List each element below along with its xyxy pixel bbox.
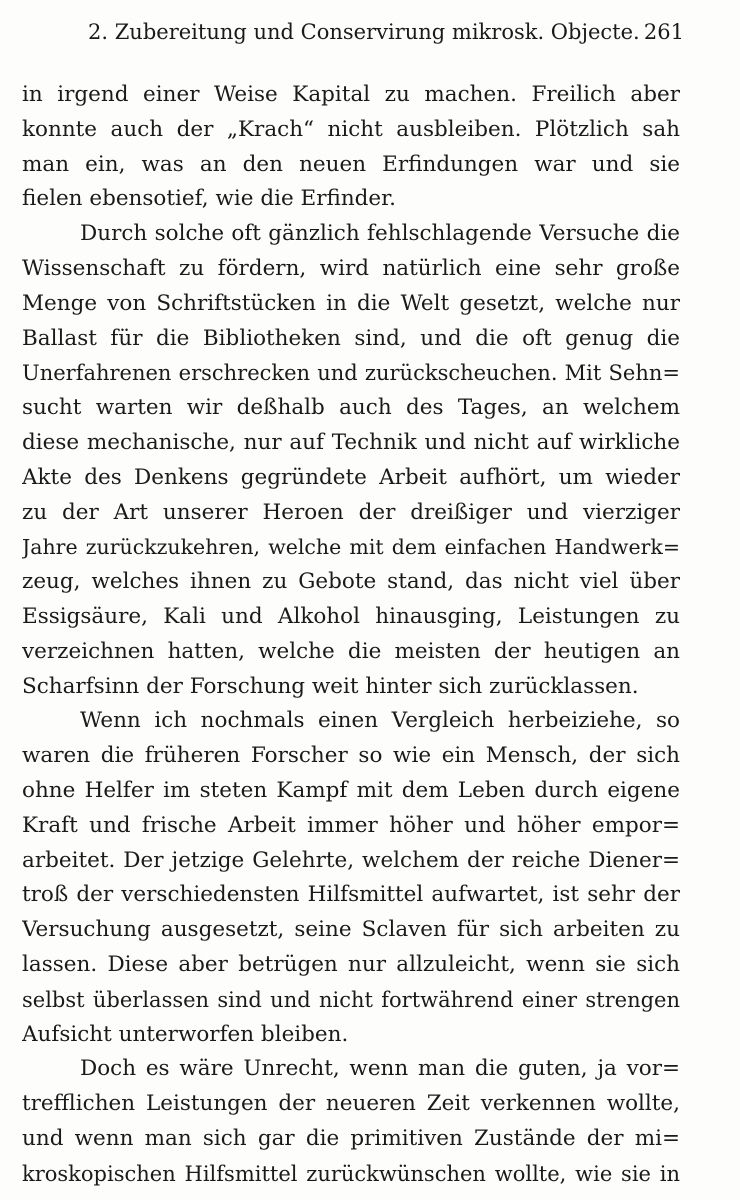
body-text: [22, 78, 680, 1192]
text-line: troß der verschiedensten Hilfsmittel aufwartet, ist sehr der: [22, 882, 680, 908]
text-line: Jahre zurückzukehren, welche mit dem einfachen Handwerk=: [22, 535, 680, 560]
text-line: waren die früheren Forscher so wie ein Mensch, der sich: [22, 743, 680, 769]
text-line: selbst überlassen sind und nicht fortwährend einer strengen: [22, 987, 680, 1012]
text-line: Doch es wäre Unrecht, wenn man die guten, ja vor=: [80, 1056, 680, 1082]
running-header: [88, 14, 684, 50]
text-line: arbeitet. Der jetzige Gelehrte, welchem der reiche Diener=: [22, 847, 680, 873]
text-line: man ein, was an den neuen Erfindungen war und sie: [22, 151, 680, 177]
text-line: konnte auch der „Krach“ nicht ausbleiben. Plötzlich sah: [22, 116, 680, 142]
text-line: fielen ebensotief, wie die Erfinder.: [22, 186, 396, 212]
text-line: lassen. Diese aber betrügen nur allzuleicht, wenn sie sich: [22, 951, 680, 977]
text-line: zu der Art unserer Heroen der dreißiger und vierziger: [22, 499, 680, 525]
text-line: diese mechanische, nur auf Technik und nicht auf wirkliche: [22, 429, 680, 455]
text-line: Scharfsinn der Forschung weit hinter sich zurücklassen.: [22, 673, 639, 699]
text-line: Ballast für die Bibliotheken sind, und die oft genug die: [22, 325, 680, 351]
text-line: trefflichen Leistungen der neueren Zeit verkennen wollte,: [22, 1091, 680, 1117]
text-line: Durch solche oft gänzlich fehlschlagende Versuche die: [80, 221, 680, 247]
text-line: Unerfahrenen erschrecken und zurückscheuchen. Mit Sehn=: [22, 361, 680, 386]
text-line: Wenn ich nochmals einen Vergleich herbeiziehe, so: [80, 708, 680, 734]
running-title: 2. Zubereitung und Conservirung mikrosk. Objecte.: [88, 20, 640, 44]
page-number: 261: [643, 20, 684, 44]
text-line: Aufsicht unterworfen bleiben.: [22, 1021, 349, 1047]
text-line: Wissenschaft zu fördern, wird natürlich eine sehr große: [22, 255, 680, 281]
text-line: Akte des Denkens gegründete Arbeit aufhört, um wieder: [22, 464, 680, 490]
text-line: in irgend einer Weise Kapital zu machen. Freilich aber: [22, 82, 680, 107]
text-line: Versuchung ausgesetzt, seine Sclaven für sich arbeiten zu: [22, 917, 680, 943]
text-line: zeug, welches ihnen zu Gebote stand, das nicht viel über: [22, 569, 680, 595]
text-line: sucht warten wir deßhalb auch des Tages, an welchem: [22, 395, 680, 421]
text-line: und wenn man sich gar die primitiven Zustände der mi=: [22, 1125, 680, 1151]
text-line: Menge von Schriftstücken in die Welt gesetzt, welche nur: [22, 290, 680, 316]
text-line: ohne Helfer im steten Kampf mit dem Leben durch eigene: [22, 777, 680, 803]
text-line: kroskopischen Hilfsmittel zurückwünschen wollte, wie sie in: [22, 1161, 680, 1186]
text-line: Kraft und frische Arbeit immer höher und höher empor=: [22, 812, 680, 838]
text-line: Essigsäure, Kali und Alkohol hinausging, Leistungen zu: [22, 603, 680, 629]
text-line: verzeichnen hatten, welche die meisten der heutigen an: [22, 638, 680, 664]
